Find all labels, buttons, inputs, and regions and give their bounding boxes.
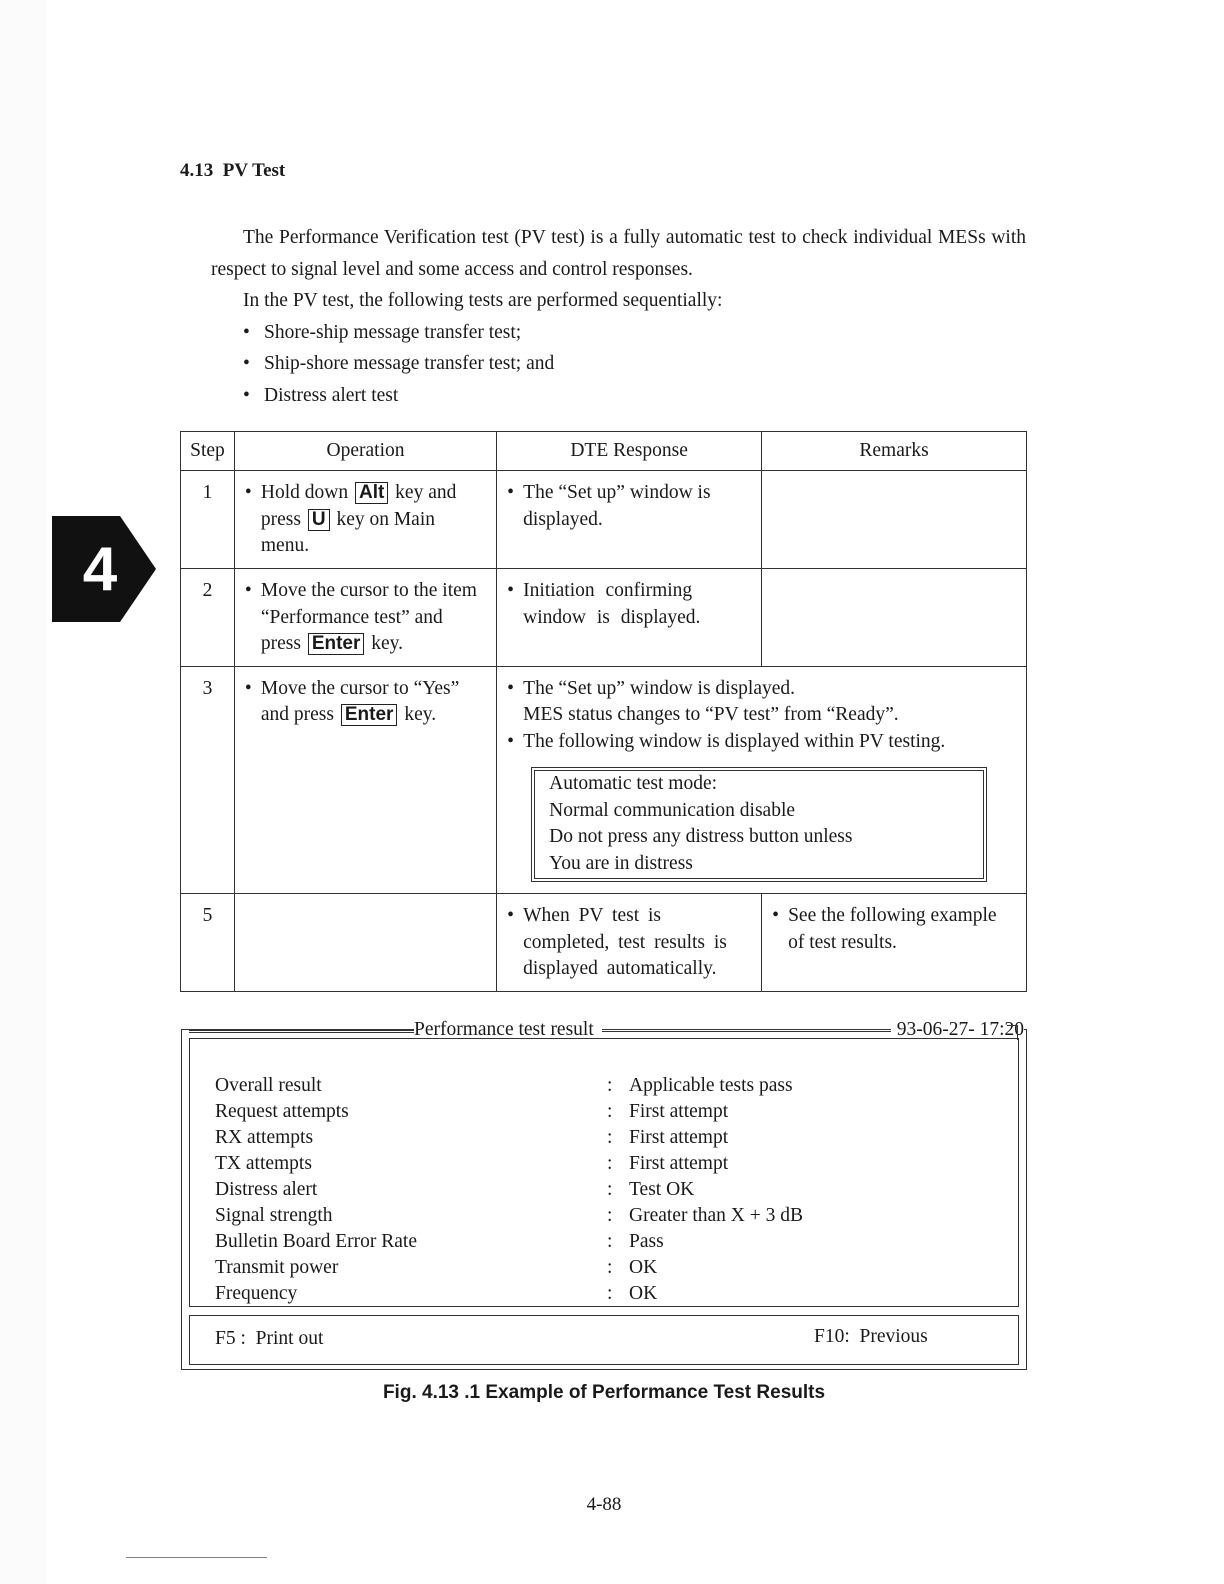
function-key-bar <box>189 1315 1019 1365</box>
intro-bullet: • Shore-ship message transfer test; <box>243 321 522 343</box>
section-heading <box>180 160 285 182</box>
remarks-cell <box>762 569 1027 667</box>
intro-bullet: • Ship-shore message transfer test; and <box>243 353 555 375</box>
table-row <box>181 569 1027 667</box>
chapter-tab-marker <box>52 516 156 622</box>
header-step: Step <box>181 432 235 471</box>
result-row: Signal strength : Greater than X + 3 dB <box>215 1205 803 1226</box>
table-row <box>181 666 1027 894</box>
u-key: U <box>308 509 330 531</box>
result-row: Request attempts : First attempt <box>215 1101 729 1122</box>
alt-key: Alt <box>355 482 388 504</box>
header-remarks: Remarks <box>762 432 1027 471</box>
page-margin <box>0 0 46 1584</box>
window-line: Do not press any distress button unless <box>549 826 853 847</box>
window-line: You are in distress <box>549 852 693 874</box>
title-rule-left <box>189 1030 414 1033</box>
result-row: Frequency : OK <box>215 1283 658 1304</box>
intro-bullet: • Distress alert test <box>243 384 399 406</box>
f10-previous-button[interactable]: F10: Previous <box>814 1326 928 1347</box>
remarks-cell <box>762 471 1027 569</box>
response-cell: • Initiation confirming window is displayed. <box>497 569 762 667</box>
page-number: 4-88 <box>586 1494 622 1515</box>
operation-cell: • Move the cursor to “Yes” and press Enter key. <box>234 666 496 894</box>
result-row: TX attempts : First attempt <box>215 1153 729 1174</box>
operation-cell: • Hold down Alt key and press U key on Main menu. <box>234 471 496 569</box>
result-title: Performance test result <box>414 1019 594 1040</box>
step-number: 1 <box>181 471 235 569</box>
table-header-row <box>181 432 1027 471</box>
response-cell: • The “Set up” window is displayed. MES status changes to “PV test” from “Ready”. • The following window is displayed within PV testing. Automatic test mode: Normal communication disable Do not press any distress button unless You are in distress <box>497 666 1027 894</box>
remarks-cell: • See the following example of test results. <box>762 894 1027 992</box>
footer-rule <box>126 1557 267 1558</box>
header-operation: Operation <box>234 432 496 471</box>
result-row: Bulletin Board Error Rate : Pass <box>215 1231 664 1252</box>
result-timestamp: 93-06-27- 17:20 <box>896 1019 1024 1040</box>
intro-lead: In the PV test, the following tests are performed sequentially: <box>243 290 723 312</box>
intro-text <box>211 222 1026 412</box>
step-number: 2 <box>181 569 235 667</box>
header-response: DTE Response <box>497 432 762 471</box>
figure-caption: Fig. 4.13 .1 Example of Performance Test Results <box>382 1382 826 1403</box>
table-row <box>181 894 1027 992</box>
step-number: 5 <box>181 894 235 992</box>
section-title: PV Test <box>222 160 286 181</box>
result-row: Overall result : Applicable tests pass <box>215 1075 793 1096</box>
performance-result-screen <box>181 1019 1027 1370</box>
intro-paragraph: The Performance Verification test (PV test) is a fully automatic test to check individual MESs with respect to signal level and some access and control responses. <box>211 227 1026 280</box>
pv-testing-window <box>531 767 987 882</box>
response-cell: • When PV test is completed, test results is displayed automatically. <box>497 894 762 992</box>
section-number: 4.13 <box>180 160 214 181</box>
response-cell: • The “Set up” window is displayed. <box>497 471 762 569</box>
table-row <box>181 471 1027 569</box>
window-line: Normal communication disable <box>549 799 796 821</box>
result-row: Distress alert : Test OK <box>215 1179 695 1200</box>
operation-cell: • Move the cursor to the item “Performance test” and press Enter key. <box>234 569 496 667</box>
result-row: RX attempts : First attempt <box>215 1127 729 1148</box>
chapter-tab-number: 4 <box>82 535 118 604</box>
f5-print-button[interactable]: F5 : Print out <box>215 1328 324 1349</box>
result-rows <box>189 1038 1019 1307</box>
step-number: 3 <box>181 666 235 894</box>
enter-key: Enter <box>341 704 398 726</box>
result-row: Transmit power : OK <box>215 1257 658 1278</box>
window-line: Automatic test mode: <box>549 773 718 794</box>
enter-key: Enter <box>308 633 365 655</box>
procedure-table <box>180 431 1027 992</box>
operation-cell <box>234 894 496 992</box>
